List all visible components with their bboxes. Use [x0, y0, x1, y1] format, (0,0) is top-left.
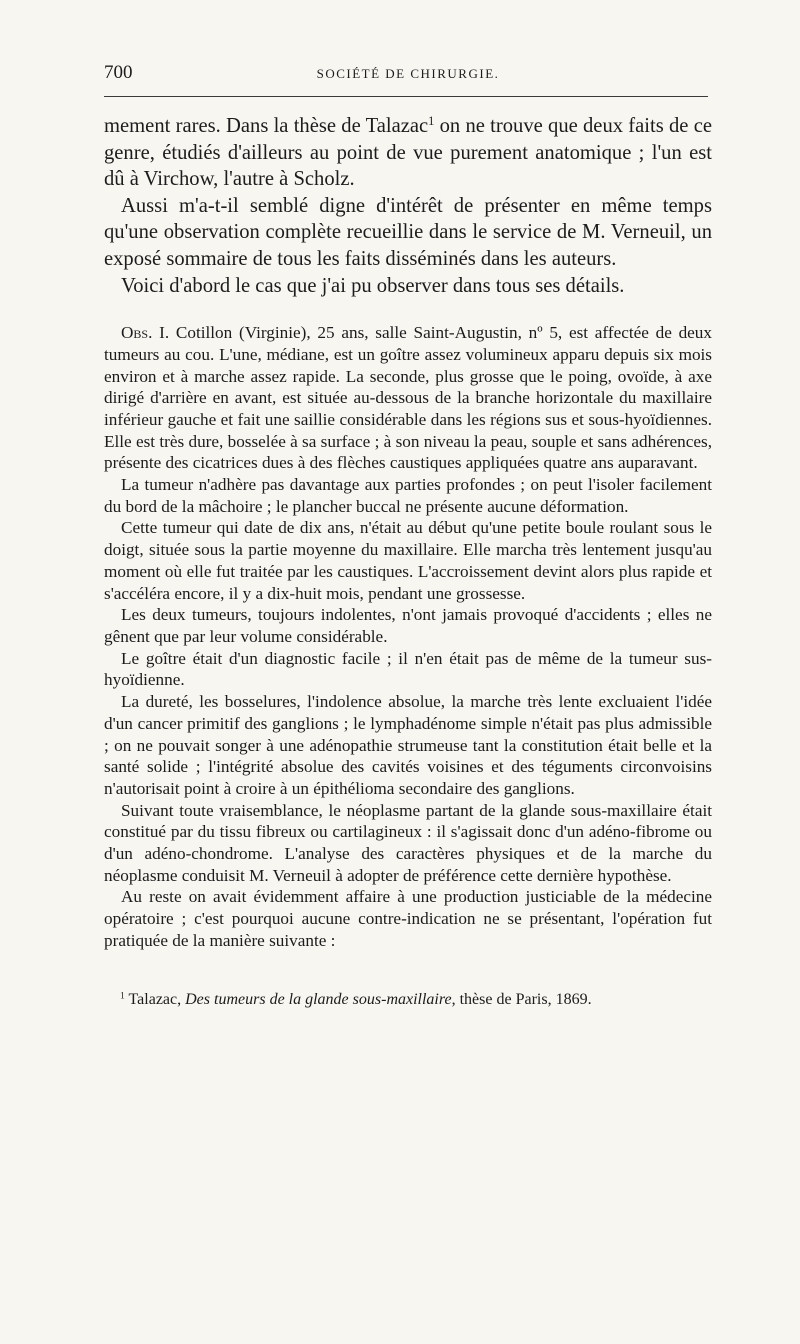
observation-paragraph: La tumeur n'adhère pas davantage aux parties profondes ; on peut l'isoler facilement du bord de la mâchoire ; le plancher buccal ne présente aucune déformation. — [104, 475, 712, 516]
observation-paragraph: Le goître était d'un diagnostic facile ; il n'en était pas de même de la tumeur sus-hyoïdienne. — [104, 648, 712, 690]
footnote-rest: , thèse de Paris, 1869. — [451, 990, 592, 1008]
running-title: SOCIÉTÉ DE CHIRURGIE. — [316, 66, 500, 81]
footnote-title: Des tumeurs de la glande sous-maxillaire — [185, 990, 452, 1008]
observation-block — [104, 322, 712, 951]
observation-paragraph: Au reste on avait évidemment affaire à une production justiciable de la médecine opératoire ; c'est pourquoi aucune contre-indication ne se présentant, l'opération fut pratiquée de la manière suivante : — [104, 887, 712, 950]
footnote-author: Talazac, — [124, 990, 186, 1008]
body-paragraph: Aussi m'a-t-il semblé digne d'intérêt de présenter en même temps qu'une observation complète recueillie dans le service de M. Verneuil, un exposé sommaire de tous les faits disséminés dans les auteurs. — [104, 194, 712, 270]
observation-paragraph — [104, 322, 712, 474]
body-text: mement rares. Dans la thèse de Talazac — [104, 115, 429, 137]
body-paragraph — [104, 113, 712, 193]
main-text — [104, 113, 712, 299]
observation-paragraph: Suivant toute vraisemblance, le néoplasme partant de la glande sous-maxillaire était constitué par du tissu fibreux ou cartilagineux : il s'agissait donc d'un adéno-fibrome ou d'un adéno-chondrome. L'analyse des caractères physiques et de la marche du néoplasme conduisit M. Verneuil à adopter de préférence cette dernière hypothèse. — [104, 800, 712, 885]
page-number: 700 — [104, 62, 133, 83]
body-paragraph: Voici d'abord le cas que j'ai pu observer dans tous ses détails. — [121, 274, 625, 297]
footnote-reference: 1 — [428, 114, 435, 129]
footnote — [104, 990, 712, 1010]
observation-text: Cotillon (Virginie), 25 ans, salle Saint-Augustin, nº 5, est affectée de deux tumeurs au cou. L'une, médiane, est un goître assez volumineux apparu depuis six mois environ et à marche assez rapide. La seconde, plus grosse que le poing, ovoïde, à axe dirigé d'arrière en avant, est située au-dessous de la branche horizontale du maxillaire inférieur gauche et fait une saillie considérable dans les régions sus et sous-hyoïdiennes. Elle est très dure, bosselée à sa surface ; à son niveau la peau, souple et sans adhérences, présente des cicatrices dues à des flèches caustiques appliquées quatre ans auparavant. — [104, 323, 713, 473]
observation-paragraph: La dureté, les bosselures, l'indolence absolue, la marche très lente excluaient l'idée d'un cancer primitif des ganglions ; le lymphadénome simple n'était pas plus admissible ; on ne pouvait songer à une adénopathie strumeuse tant la constitution était belle et la santé solide ; l'intégrité absolue des cavités voisines et des téguments circonvoisins n'autorisait point à croire à un épithélioma secondaire des ganglions. — [104, 692, 712, 798]
book-page — [104, 58, 712, 1010]
observation-paragraph: Cette tumeur qui date de dix ans, n'était au début qu'une petite boule roulant sous le doigt, située sous la partie moyenne du maxillaire. Elle marcha très lentement jusqu'au moment où elle fut traitée par les caustiques. L'accroissement devint alors plus rapide et s'accéléra encore, il y a dix-huit mois, pendant une grossesse. — [104, 518, 712, 603]
footnote-marker: 1 — [120, 990, 125, 1002]
running-head — [104, 58, 712, 88]
header-rule — [104, 96, 708, 97]
observation-label: Obs. I. — [121, 323, 170, 343]
observation-paragraph: Les deux tumeurs, toujours indolentes, n'ont jamais provoqué d'accidents ; elles ne gênent que par leur volume considérable. — [104, 605, 712, 646]
body-text: on ne trouve que deux faits de ce genre, étudiés d'ailleurs au point de vue purement anatomique ; l'un est dû à Virchow, l'autre à Scholz. — [104, 115, 712, 191]
